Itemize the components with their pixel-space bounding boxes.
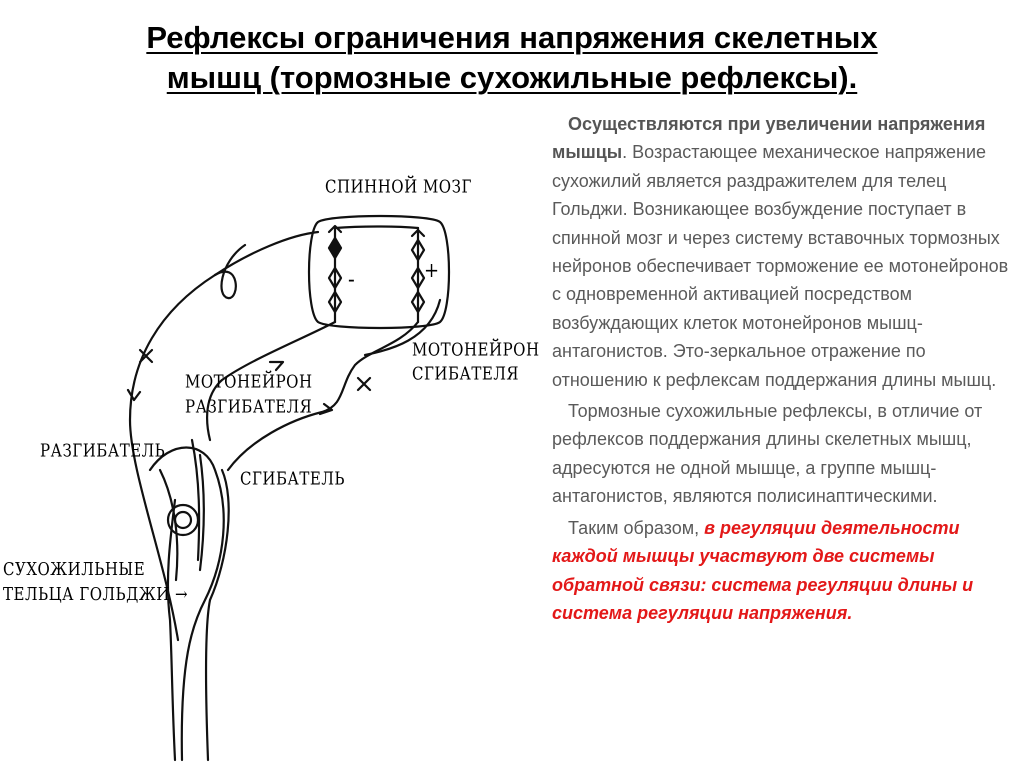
paragraph-2: Тормозные сухожильные рефлексы, в отличие от рефлексов поддержания длины скелетных мышц, адресуются не одной мышце, а группе мышц-антагонистов, являются полисинаптическими. (552, 401, 983, 507)
arrow-efferent (270, 362, 283, 370)
interneuron-left-diamond-1 (329, 238, 341, 258)
label-extensor: РАЗГИБАТЕЛЬ (40, 440, 166, 462)
paragraph-3 (552, 514, 1017, 628)
label-golgi-2: ТЕЛЬЦА ГОЛЬДЖИ → (3, 583, 189, 605)
interneuron-connector (335, 227, 418, 229)
label-motoneuron-flexor-1: МОТОНЕЙРОН (412, 339, 540, 361)
title-line-2: мышц (тормозные сухожильные рефлексы). (166, 60, 858, 95)
arrow-afferent (128, 390, 140, 400)
reflex-diagram-drawing (0, 165, 540, 765)
reflex-diagram (0, 165, 540, 765)
title-line-1: Рефлексы ограничения напряжения скелетных (146, 20, 878, 55)
flexor-muscle (206, 470, 229, 760)
arrow-flexor (320, 404, 332, 414)
label-motoneuron-extensor-1: МОТОНЕЙРОН (185, 371, 313, 393)
label-motoneuron-flexor-2: СГИБАТЕЛЯ (412, 363, 519, 385)
label-minus: - (348, 265, 356, 293)
cross-mark-right (358, 378, 370, 390)
paragraph-3-highlight: в регуляции деятельности каждой мышцы участвуют две системы обратной связи: система регуляции длины и система регуляции напряжения. (552, 517, 974, 623)
label-flexor: СГИБАТЕЛЬ (240, 468, 345, 490)
paragraph-1-rest: . Возрастающее механическое напряжение сухожилий является раздражителем для телец Гольджи. Возникающее возбуждение поступает в спинной мозг и через систему вставочных тормозных нейронов обеспечивает торможение ее мотонейронов с одновременной активацией посредством возбуждающих клеток мотонейронов мышц-антагонистов. Это-зеркальное отражение по отношению к рефлексам поддержания длины мышц. (552, 142, 1009, 390)
afferent-fiber (130, 232, 318, 640)
text-column (552, 110, 1017, 630)
tendon-line (192, 440, 199, 560)
bone (168, 500, 175, 760)
paragraph-1 (552, 110, 1017, 394)
slide-title (60, 18, 964, 98)
label-spinal-cord: СПИННОЙ МОЗГ (325, 176, 472, 198)
label-plus: + (424, 258, 440, 283)
label-golgi-1: СУХОЖИЛЬНЫЕ (3, 558, 146, 580)
paragraph-3-plain: Таким образом, (568, 517, 705, 538)
label-motoneuron-extensor-2: РАЗГИБАТЕЛЯ (185, 396, 313, 418)
paragraph-1-bold: Осуществляются при увеличении напряжения мышцы (552, 114, 986, 163)
